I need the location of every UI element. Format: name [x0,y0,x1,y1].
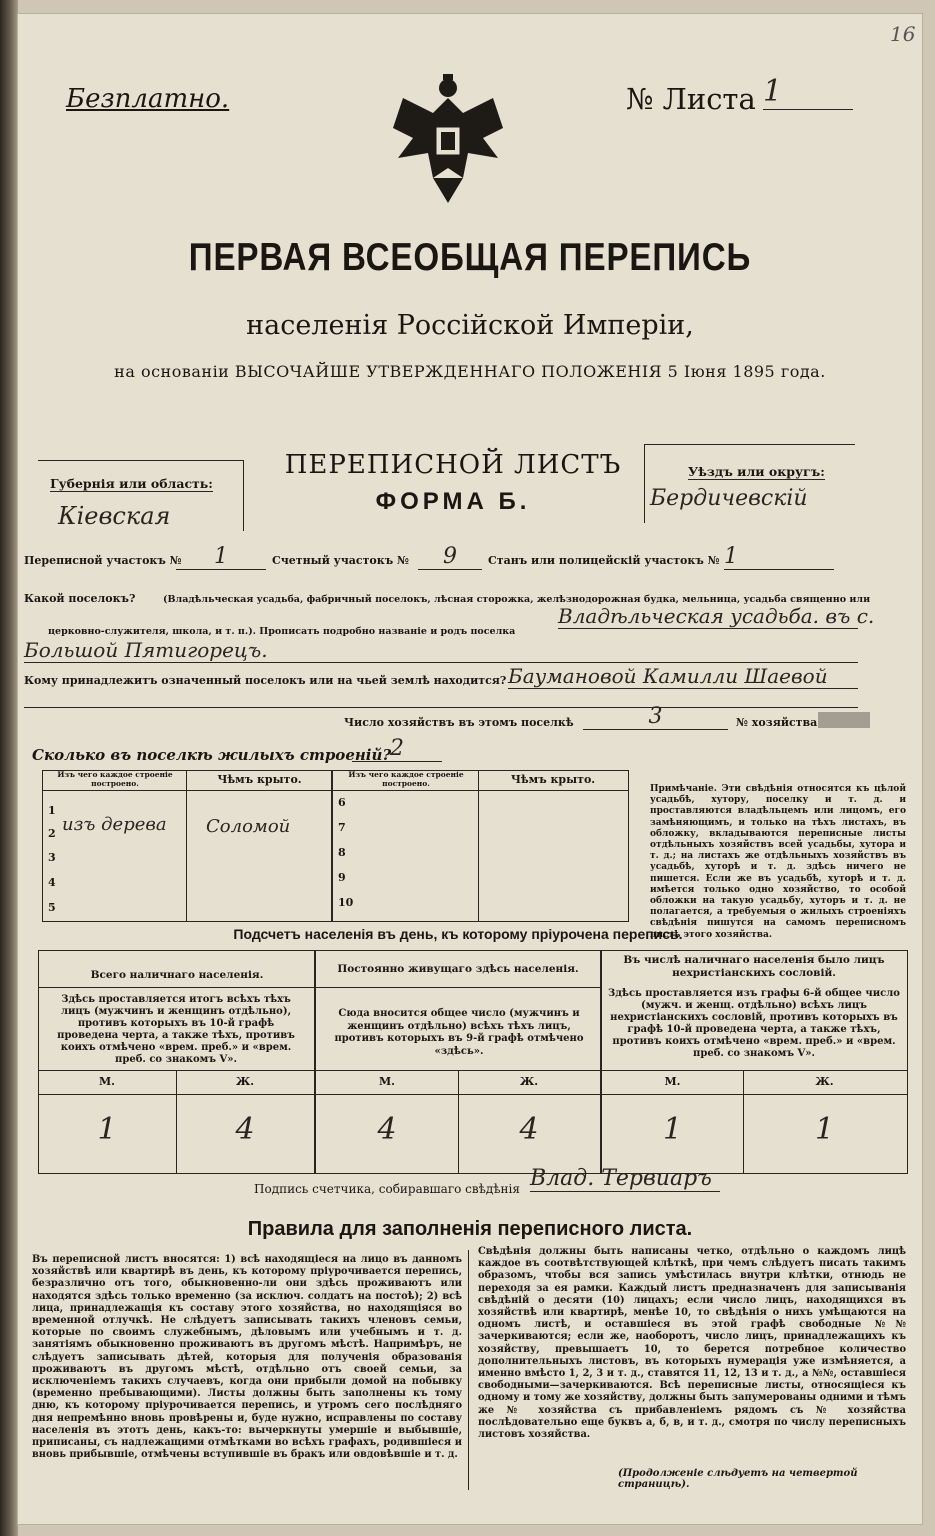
pop-f-label-3: Ж. [815,1075,834,1088]
pop-head-nonchristian: Въ числѣ наличнаго населенія было лицъ нехристіанскихъ сословій. [623,954,885,979]
pop-nonchristian-female: 1 [814,1112,835,1147]
census-title: ПЕРВАЯ ВСЕОБЩАЯ ПЕРЕПИСЬ [188,236,752,279]
form-letter: ФОРМА Б. [375,488,531,515]
census-basis: на основаніи ВЫСОЧАЙШЕ УТВЕРЖДЕННАГО ПОЛОЖЕНІЯ 5 Іюня 1895 года. [114,362,826,381]
form-title: ПЕРЕПИСНОЙ ЛИСТЪ [284,450,622,480]
bt-head-roof-1: Чѣмъ крыто. [217,773,302,786]
stan-value: 1 [724,544,834,570]
population-title: Подсчетъ населенія въ день, къ которому пріурочена перепись. [233,926,683,942]
binding-edge [0,0,18,1536]
buildings-question: Сколько въ поселкѣ жилыхъ строеній? [32,746,392,764]
buildings-note: Примѣчаніе. Эти свѣдѣнія относятся къ цѣлой усадьбѣ, хутору, поселку и т. д. и проставляются владѣльцемъ или лицомъ, его замѣняющимъ, и только на тѣхъ листахъ, въ обложку, вкладываются переписные листы отдѣльныхъ хозяйствъ всей усадьбы, хутора и т. д.; на листахъ же отдѣльныхъ хозяйствъ въ усадьбѣ, хуторѣ и т. д. здѣсь ничего не пишется. Если же въ усадьбѣ, хуторѣ и т. д. имѣется только одно хозяйство, то особой обложки на такую усадьбу, хуторъ и т. д. не полагается, а требуемыя о жилыхъ строеніяхъ свѣдѣнія пишутся на самомъ переписномъ листѣ этого хозяйства. [650,784,906,940]
pop-f-label-2: Ж. [519,1075,539,1088]
pop-permanent-male: 4 [377,1112,397,1147]
pop-head-permanent: Постоянно живущаго здѣсь населенія. [337,963,579,975]
rules-title: Правила для заполненія переписного листа. [247,1218,693,1240]
households-label: Число хозяйствъ въ этомъ поселкѣ [344,716,574,729]
sheet-number-label: № Листа [626,82,756,116]
pop-desc-total: Здѣсь проставляется итогъ всѣхъ тѣхъ лицъ (мужчинъ и женщинъ отдѣльно), противъ которыхъ въ 10-й графѣ проведена черта, а также тѣхъ, противъ коихъ отмѣчено «врем. преб.» и «врем. преб. со знакомъ V». [57,994,295,1065]
bt-head-roof-2: Чѣмъ крыто. [510,773,596,786]
pop-head-total: Всего наличнаго населенія. [90,969,264,981]
owner-blank-line [24,706,858,708]
bt-row-4: 4 [48,876,56,889]
stan-label: Станъ или полицейскій участокъ № [488,554,720,567]
buildings-value: 2 [352,736,442,762]
census-subtitle: населенія Россійской Имперіи, [246,310,694,341]
settlement-hint-2: церковно-служителя, школа, и т. п.). Прописать подробно названіе и родъ поселка [48,626,516,637]
bt-row-10: 10 [338,896,354,909]
bt-row-2: 2 [48,827,56,840]
guberniya-value: Кіевская [58,502,171,530]
pop-desc-permanent: Сюда вносится общее число (мужчинъ и женщинъ отдѣльно) всѣхъ тѣхъ лицъ, противъ которыхъ въ 9-й графѣ отмѣчено «здѣсь». [334,1008,584,1057]
bt-row-3: 3 [48,851,56,864]
rules-left-column: Въ переписной листъ вносятся: 1) всѣ находящіеся на лицо въ данномъ хозяйствѣ или квартирѣ въ день, къ которому пріурочивается перепись, безразлично отъ того, обыкновенно-ли они здѣсь проживаютъ или находятся здѣсь только временно (за исключ. солдатъ на постоѣ); 2) всѣ лица, принадлежащія къ составу этого хозяйства, но находящіяся во временной отлучкѣ. Не слѣдуетъ записывать такихъ членовъ семьи, которые по своимъ служебнымъ, дѣловымъ или учебнымъ и т. д. занятіямъ обыкновенно проживаютъ въ другомъ мѣстѣ. Напримѣръ, не слѣдуетъ записывать дѣтей, которыя для полученія образованія проживаютъ въ другомъ мѣстѣ, отдѣльно отъ своей семьи, за исключеніемъ такихъ случаевъ, когда они прибыли домой на побывку (временно пребывающими). Листы должны быть заполнены къ тому дню, къ которому пріурочивается перепись, и утромъ сего послѣдняго дня непремѣнно вновь провѣрены и, буде нужно, исправлены по составу населенія въ этотъ день, какъ-то: вычеркнуты умершіе и выбывшіе, приписаны, съ надлежащими отмѣтками во всѣхъ графахъ, родившіеся и вновь прибывшіе, отмѣчены вступившіе въ бракъ или овдовѣвшіе и т. д. [32,1254,462,1461]
bt-head-material-1: Изъ чего каждое строеніе построено. [57,770,173,788]
free-label: Безплатно. [66,84,230,114]
buildings-table [42,770,629,922]
bt-material-value: изъ дерева [62,814,167,835]
uezd-label: Уѣздъ или округъ: [688,464,825,479]
pop-f-label-1: Ж. [235,1075,255,1088]
pop-permanent-female: 4 [519,1112,539,1147]
bt-row-1: 1 [48,804,56,817]
owner-value: Баумановой Камилли Шаевой [508,664,858,689]
counting-district-label: Счетный участокъ № [272,554,409,567]
pop-total-female: 4 [235,1112,255,1147]
bt-row-6: 6 [338,796,346,809]
bt-roof-value: Соломой [206,816,291,837]
settlement-hint: (Владѣльческая усадьба, фабричный поселокъ, лѣсная сторожка, желѣзнодорожная будка, мельница, усадьба священно или [163,594,871,605]
bt-row-5: 5 [48,901,56,914]
census-sheet [18,14,922,1524]
settlement-question: Какой поселокъ? [24,592,136,605]
rules-continuation: (Продолженіе слѣдуетъ на четвертой страницѣ). [618,1468,858,1490]
sheet-number-value: 1 [763,74,853,110]
uezd-value: Бердичевскій [650,486,808,511]
bt-row-7: 7 [338,821,346,834]
settlement-value-2: Большой Пятигорецъ. [24,638,858,663]
corner-number: 16 [890,22,916,46]
pop-m-label-1: М. [98,1075,115,1088]
pop-nonchristian-male: 1 [662,1112,683,1147]
rules-right-column: Свѣдѣнія должны быть написаны четко, отдѣльно о каждомъ лицѣ каждое въ соотвѣтствующей клѣткѣ, при чемъ слѣдуетъ писать такимъ образомъ, чтобы вся запись умѣстилась внутри клѣтки, отнюдь не переходя за ея рамки. Каждый листъ предназначенъ для записыванія свѣдѣній о десяти (10) лицахъ; если число лицъ, находящихся въ хозяйствѣ или квартирѣ, менѣе 10, то свѣдѣнія о нихъ умѣщаются на одномъ листѣ, и оставшіеся въ этой графѣ свободные №№ зачеркиваются; если же, наоборотъ, число лицъ, принадлежащихъ къ хозяйству, превышаетъ 10, то берется потребное количество дополнительныхъ листовъ, въ которыхъ нумерація уже измѣняется, а именно вмѣсто 1, 2, 3 и т. д., ставятся 11, 12, 13 и т. д., а №№, оставшіеся свободными—зачеркиваются. Всѣ переписные листы, относящіеся къ одному и тому же хозяйству, должны быть запумерованы одними и тѣмъ же № хозяйства съ прибавленіемъ рядомъ съ № хозяйства послѣдовательно еще буквъ а, б, в, и т. д., смотря по числу переписныхъ листовъ хозяйства. [478,1246,906,1441]
counting-district-value: 9 [418,544,482,570]
census-district-value: 1 [176,544,266,570]
pop-total-male: 1 [97,1112,117,1147]
pop-m-label-3: М. [664,1075,681,1088]
household-number-label: № хозяйства [736,716,818,729]
bt-row-9: 9 [338,871,346,884]
imperial-eagle-emblem [373,68,523,208]
bt-row-8: 8 [338,846,346,859]
bt-head-material-2: Изъ чего каждое строеніе построено. [348,770,464,788]
owner-question: Кому принадлежитъ означенный поселокъ или на чьей землѣ находится? [24,674,507,687]
signature-value: Влад. Тервиаръ [530,1166,720,1192]
guberniya-label: Губернія или область: [50,476,213,491]
signature-label: Подпись счетчика, собиравшаго свѣдѣнія [254,1182,520,1196]
settlement-value-1: Владѣльческая усадьба. въ с. [558,604,875,628]
household-number-value [818,712,870,728]
uezd-box [644,444,855,523]
pop-desc-nonchristian: Здѣсь проставляется изъ графы 6-й общее число (мужч. и женщ. отдѣльно) всѣхъ лицъ нехристіанскихъ сословій, противъ которыхъ въ графѣ 10-й проведена черта, а также тѣхъ, противъ коихъ отмѣчено «врем. преб.» и «врем. преб. со знакомъ V». [608,988,900,1059]
households-value: 3 [583,704,728,730]
pop-m-label-2: М. [378,1075,395,1088]
census-district-label: Переписной участокъ № [24,554,182,567]
